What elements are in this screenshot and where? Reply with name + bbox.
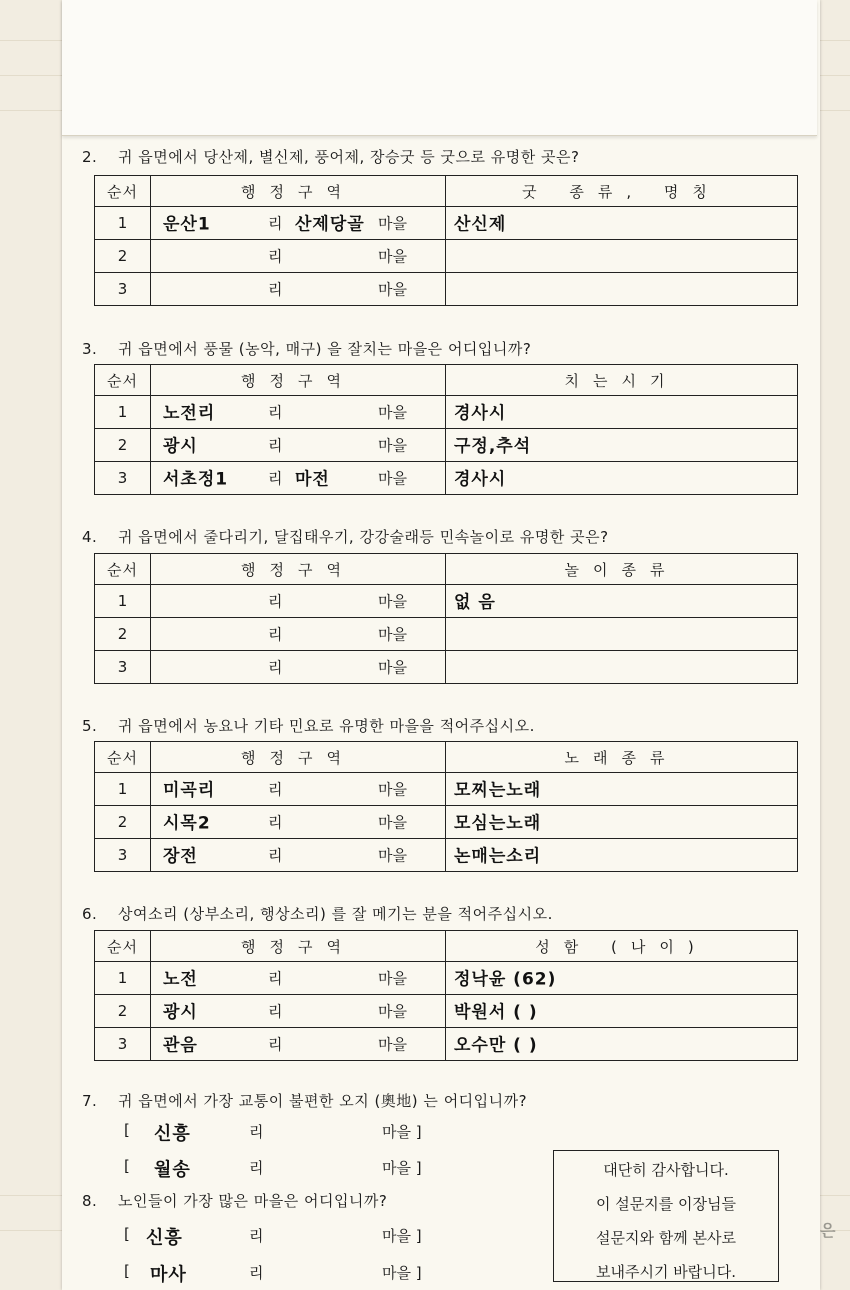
row-order: 2 bbox=[95, 240, 151, 273]
margin-mark: 은 bbox=[820, 1221, 836, 1240]
maeul-label: 마을 bbox=[378, 247, 407, 266]
row-order: 1 bbox=[95, 773, 151, 806]
row-value bbox=[446, 396, 798, 429]
handwritten-answer: 마사 bbox=[150, 1264, 187, 1286]
maeul-label: 마을 bbox=[378, 780, 407, 799]
row-value bbox=[446, 273, 798, 306]
row-area bbox=[151, 1028, 446, 1061]
header-area: 행정구역 bbox=[151, 365, 446, 396]
handwritten-answer: 월송 bbox=[154, 1159, 191, 1181]
thank-you-box bbox=[553, 1150, 779, 1282]
table-row bbox=[95, 462, 798, 495]
maeul-label: 마을 bbox=[378, 280, 407, 299]
row-area bbox=[151, 962, 446, 995]
header-area: 행정구역 bbox=[151, 554, 446, 585]
q8-answer-line-2: [ 마사 리 마을 ] bbox=[124, 1262, 422, 1286]
question-7: 7. 귀 읍면에서 가장 교통이 불편한 오지 (奧地) 는 어디입니까? bbox=[82, 1092, 528, 1110]
thanks-line-4: 보내주시기 바랍니다. bbox=[596, 1263, 736, 1281]
handwritten-ri-name: 광시 bbox=[163, 436, 198, 457]
row-order: 1 bbox=[95, 585, 151, 618]
table-row bbox=[95, 273, 798, 306]
header-area: 행정구역 bbox=[151, 742, 446, 773]
maeul-label: 마을 bbox=[378, 214, 407, 233]
thanks-line-2: 이 설문지를 이장님들 bbox=[596, 1195, 736, 1213]
row-value bbox=[446, 618, 798, 651]
maeul-label: 마을 bbox=[378, 1002, 407, 1021]
table-row bbox=[95, 995, 798, 1028]
maeul-label: 마을 bbox=[378, 846, 407, 865]
table-row bbox=[95, 773, 798, 806]
row-order: 2 bbox=[95, 806, 151, 839]
handwritten-answer: 모찌는노래 bbox=[454, 780, 542, 801]
ri-label: 리 bbox=[268, 969, 283, 988]
handwritten-ri-name: 미곡리 bbox=[163, 780, 216, 801]
handwritten-ri-name: 서초정1 bbox=[163, 469, 229, 490]
ri-label: 리 bbox=[268, 1035, 283, 1054]
ri-label: 리 bbox=[268, 247, 283, 266]
maeul-label: 마을 bbox=[378, 969, 407, 988]
table-row bbox=[95, 1028, 798, 1061]
handwritten-answer: 박원서 ( ) bbox=[454, 1002, 538, 1023]
ri-label: 리 bbox=[268, 658, 283, 677]
table-header-row bbox=[95, 176, 798, 207]
header-order: 순서 bbox=[95, 931, 151, 962]
q7-answer-line-1: [ 신흥 리 마을 ] bbox=[124, 1121, 422, 1145]
thanks-line-1: 대단히 감사합니다. bbox=[603, 1161, 729, 1179]
question-6: 6. 상여소리 (상부소리, 행상소리) 를 잘 메기는 분을 적어주십시오. bbox=[82, 905, 553, 923]
row-area bbox=[151, 240, 446, 273]
table-q3 bbox=[94, 364, 798, 495]
handwritten-ri-name: 광시 bbox=[163, 1002, 198, 1023]
table-header-row bbox=[95, 931, 798, 962]
row-area bbox=[151, 585, 446, 618]
row-value bbox=[446, 1028, 798, 1061]
ri-label: 리 bbox=[268, 469, 283, 488]
header-value: 노래종류 bbox=[446, 742, 798, 773]
ri-label: 리 bbox=[268, 436, 283, 455]
header-order: 순서 bbox=[95, 176, 151, 207]
table-row bbox=[95, 240, 798, 273]
row-value bbox=[446, 839, 798, 872]
header-value: 굿 종류, 명칭 bbox=[446, 176, 798, 207]
header-order: 순서 bbox=[95, 365, 151, 396]
row-value bbox=[446, 995, 798, 1028]
row-value bbox=[446, 773, 798, 806]
q8-answer-line-1: [ 신흥 리 마을 ] bbox=[124, 1225, 422, 1249]
handwritten-answer: 산신제 bbox=[454, 214, 507, 235]
row-value bbox=[446, 240, 798, 273]
handwritten-answer: 신흥 bbox=[146, 1227, 183, 1249]
row-value bbox=[446, 962, 798, 995]
header-order: 순서 bbox=[95, 554, 151, 585]
handwritten-answer: 경사시 bbox=[454, 403, 507, 424]
row-order: 3 bbox=[95, 462, 151, 495]
row-order: 2 bbox=[95, 618, 151, 651]
row-value bbox=[446, 585, 798, 618]
ri-label: 리 bbox=[268, 780, 283, 799]
row-order: 1 bbox=[95, 962, 151, 995]
handwritten-answer: 경사시 bbox=[454, 469, 507, 490]
ri-label: 리 bbox=[268, 1002, 283, 1021]
header-value: 성함 (나이) bbox=[446, 931, 798, 962]
table-header-row bbox=[95, 742, 798, 773]
question-4: 4. 귀 읍면에서 줄다리기, 달집태우기, 강강술래등 민속놀이로 유명한 곳은? bbox=[82, 528, 609, 546]
handwritten-ri-name: 관음 bbox=[163, 1035, 198, 1056]
row-area bbox=[151, 773, 446, 806]
question-8: 8. 노인들이 가장 많은 마을은 어디입니까? bbox=[82, 1192, 388, 1210]
row-order: 2 bbox=[95, 995, 151, 1028]
table-row bbox=[95, 806, 798, 839]
ri-label: 리 bbox=[268, 846, 283, 865]
handwritten-maeul-name: 산제당골 bbox=[295, 214, 365, 235]
pasted-blank-label bbox=[62, 0, 817, 136]
row-value bbox=[446, 207, 798, 240]
handwritten-answer: 논매는소리 bbox=[454, 846, 542, 867]
row-area bbox=[151, 207, 446, 240]
header-value: 치는시기 bbox=[446, 365, 798, 396]
row-area bbox=[151, 618, 446, 651]
row-area bbox=[151, 429, 446, 462]
maeul-label: 마을 bbox=[378, 625, 407, 644]
table-row bbox=[95, 839, 798, 872]
maeul-label: 마을 bbox=[378, 469, 407, 488]
table-header-row bbox=[95, 554, 798, 585]
table-header-row bbox=[95, 365, 798, 396]
row-value bbox=[446, 462, 798, 495]
table-row bbox=[95, 396, 798, 429]
handwritten-ri-name: 장전 bbox=[163, 846, 198, 867]
table-row bbox=[95, 429, 798, 462]
maeul-label: 마을 bbox=[378, 403, 407, 422]
row-area bbox=[151, 396, 446, 429]
row-area bbox=[151, 273, 446, 306]
question-2: 2. 귀 읍면에서 당산제, 별신제, 풍어제, 장승굿 등 굿으로 유명한 곳은? bbox=[82, 148, 580, 166]
header-area: 행정구역 bbox=[151, 176, 446, 207]
row-order: 1 bbox=[95, 396, 151, 429]
handwritten-answer: 없 음 bbox=[454, 592, 496, 613]
table-q6 bbox=[94, 930, 798, 1061]
ri-label: 리 bbox=[268, 214, 283, 233]
question-5: 5. 귀 읍면에서 농요나 기타 민요로 유명한 마을을 적어주십시오. bbox=[82, 717, 535, 735]
handwritten-maeul-name: 마전 bbox=[295, 469, 330, 490]
row-value bbox=[446, 429, 798, 462]
ri-label: 리 bbox=[268, 813, 283, 832]
table-row bbox=[95, 585, 798, 618]
row-order: 1 bbox=[95, 207, 151, 240]
handwritten-answer: 오수만 ( ) bbox=[454, 1035, 538, 1056]
table-q4 bbox=[94, 553, 798, 684]
table-row bbox=[95, 962, 798, 995]
handwritten-answer: 신흥 bbox=[154, 1123, 191, 1145]
row-area bbox=[151, 995, 446, 1028]
row-value bbox=[446, 806, 798, 839]
row-order: 3 bbox=[95, 273, 151, 306]
maeul-label: 마을 bbox=[378, 658, 407, 677]
table-row bbox=[95, 618, 798, 651]
maeul-label: 마을 bbox=[378, 1035, 407, 1054]
table-q5 bbox=[94, 741, 798, 872]
row-area bbox=[151, 806, 446, 839]
row-order: 2 bbox=[95, 429, 151, 462]
question-3: 3. 귀 읍면에서 풍물 (농악, 매구) 을 잘치는 마을은 어디입니까? bbox=[82, 340, 532, 358]
handwritten-ri-name: 노전리 bbox=[163, 403, 216, 424]
header-area: 행정구역 bbox=[151, 931, 446, 962]
thanks-line-3: 설문지와 함께 본사로 bbox=[596, 1229, 736, 1247]
handwritten-answer: 구정,추석 bbox=[454, 436, 532, 457]
handwritten-answer: 모심는노래 bbox=[454, 813, 542, 834]
ri-label: 리 bbox=[268, 625, 283, 644]
header-value: 놀이종류 bbox=[446, 554, 798, 585]
header-order: 순서 bbox=[95, 742, 151, 773]
table-row bbox=[95, 651, 798, 684]
row-order: 3 bbox=[95, 839, 151, 872]
row-area bbox=[151, 462, 446, 495]
ri-label: 리 bbox=[268, 403, 283, 422]
row-area bbox=[151, 839, 446, 872]
row-area bbox=[151, 651, 446, 684]
table-q2 bbox=[94, 175, 798, 306]
maeul-label: 마을 bbox=[378, 813, 407, 832]
handwritten-ri-name: 시목2 bbox=[163, 813, 211, 834]
row-order: 3 bbox=[95, 651, 151, 684]
table-row bbox=[95, 207, 798, 240]
maeul-label: 마을 bbox=[378, 436, 407, 455]
row-value bbox=[446, 651, 798, 684]
maeul-label: 마을 bbox=[378, 592, 407, 611]
q7-answer-line-2: [ 월송 리 마을 ] bbox=[124, 1157, 422, 1181]
row-order: 3 bbox=[95, 1028, 151, 1061]
ri-label: 리 bbox=[268, 280, 283, 299]
handwritten-ri-name: 노전 bbox=[163, 969, 198, 990]
handwritten-ri-name: 운산1 bbox=[163, 214, 211, 235]
handwritten-answer: 정낙윤 (62) bbox=[454, 969, 557, 990]
ri-label: 리 bbox=[268, 592, 283, 611]
